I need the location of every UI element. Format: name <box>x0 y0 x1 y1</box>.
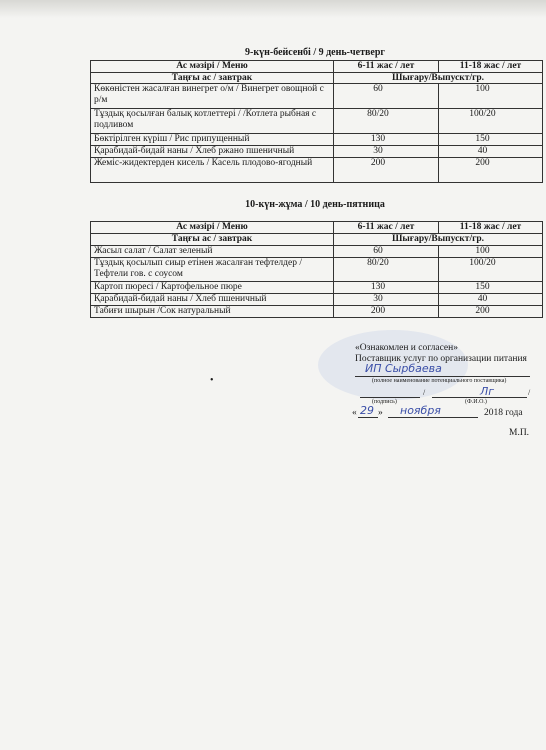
provider-name-line <box>355 376 530 377</box>
acknowledgement-heading: «Ознакомлен и согласен» <box>355 343 458 353</box>
age-6-11-header: 6-11 жас / лет <box>334 222 439 234</box>
dish-name: Тұздық қосылып сиыр етінен жасалған тефтелдер / Тефтели гов. с соусом <box>91 258 334 282</box>
scan-edge-shadow <box>0 0 546 18</box>
portion-6-11: 80/20 <box>367 258 389 268</box>
meal-header: Таңғы ас / завтрак <box>91 72 334 84</box>
dish-name: Жасыл салат / Салат зеленый <box>91 246 334 258</box>
fio-line <box>432 397 527 398</box>
portion-6-11: 200 <box>370 158 386 168</box>
dish-name: Жеміс-жидектерден кисель / Касель плодово-ягодный <box>91 158 334 183</box>
date-day-line <box>358 417 378 418</box>
table-header-row <box>91 61 543 73</box>
age-11-18-header: 11-18 жас / лет <box>439 61 543 73</box>
portion-6-11: 80/20 <box>367 109 389 119</box>
signature-line <box>360 397 420 398</box>
provider-name-caption: (полное наименование потенциального поставщика) <box>372 378 507 384</box>
stray-dot: • <box>210 375 214 386</box>
portion-11-18: 40 <box>477 294 488 304</box>
table-row <box>91 109 543 134</box>
menu-header: Ас мәзірі / Меню <box>91 61 334 73</box>
portion-6-11: 30 <box>373 146 383 156</box>
table-row <box>91 246 543 258</box>
handwritten-day: 29 <box>360 404 374 417</box>
seal-placeholder-mp: М.П. <box>509 428 530 438</box>
day10-title: 10-күн-жұма / 10 день-пятница <box>245 199 385 210</box>
day9-menu-table <box>90 60 543 183</box>
table-row <box>91 158 543 183</box>
date-quote-open: « <box>352 408 357 418</box>
date-quote-close: » <box>378 408 383 418</box>
portion-11-18: 200 <box>475 158 490 168</box>
unit-header: Шығару/Выпускт/гр. <box>334 72 543 84</box>
handwritten-signature: Лг <box>480 385 495 398</box>
handwritten-month: ноября <box>400 404 441 417</box>
dish-name: Бөктірілген күріш / Рис припущенный <box>91 134 334 146</box>
dish-name: Көкөністен жасалған винегрет о/м / Винегрет овощной с р/м <box>91 84 334 109</box>
date-month-line <box>388 417 478 418</box>
portion-6-11: 130 <box>370 134 386 144</box>
table-row <box>91 134 543 146</box>
day10-menu-table <box>90 221 543 318</box>
fio-caption: (Ф.И.О.) <box>465 399 487 405</box>
provider-label: Поставщик услуг по организации питания <box>355 354 527 364</box>
table-row <box>91 294 543 306</box>
portion-6-11: 60 <box>373 84 383 94</box>
table-subheader-row <box>91 234 543 246</box>
table-subheader-row <box>91 72 543 84</box>
portion-6-11: 200 <box>370 306 386 316</box>
menu-header: Ас мәзірі / Меню <box>91 222 334 234</box>
age-6-11-header: 6-11 жас / лет <box>334 61 439 73</box>
portion-11-18: 150 <box>475 134 490 144</box>
portion-11-18: 100/20 <box>469 109 496 119</box>
slash-separator: / <box>528 388 531 397</box>
portion-6-11: 60 <box>373 246 383 256</box>
portion-6-11: 30 <box>373 294 383 304</box>
portion-11-18: 200 <box>475 306 490 316</box>
slash-separator: / <box>423 388 426 397</box>
day9-title: 9-күн-бейсенбі / 9 день-четверг <box>245 47 385 58</box>
meal-header: Таңғы ас / завтрак <box>91 234 334 246</box>
handwritten-provider-name: ИП Сырбаева <box>365 362 442 375</box>
table-row <box>91 146 543 158</box>
portion-11-18: 150 <box>475 282 490 292</box>
portion-11-18: 100 <box>475 246 490 256</box>
table-row <box>91 84 543 109</box>
dish-name: Табиғи шырын /Сок натуральный <box>91 306 334 318</box>
table-row <box>91 282 543 294</box>
age-11-18-header: 11-18 жас / лет <box>439 222 543 234</box>
table-header-row <box>91 222 543 234</box>
signature-caption: (подпись) <box>372 399 397 405</box>
portion-11-18: 100/20 <box>469 258 496 268</box>
portion-11-18: 40 <box>477 146 488 156</box>
dish-name: Қарабидай-бидай наны / Хлеб ржано пшеничный <box>91 146 334 158</box>
portion-6-11: 130 <box>370 282 386 292</box>
date-year: 2018 года <box>484 408 523 418</box>
unit-header: Шығару/Выпускт/гр. <box>334 234 543 246</box>
dish-name: Қарабидай-бидай наны / Хлеб пшеничный <box>91 294 334 306</box>
dish-name: Тұздық қосылған балық котлеттері / /Котлета рыбная с подливом <box>91 109 334 134</box>
portion-11-18: 100 <box>475 84 490 94</box>
table-row <box>91 306 543 318</box>
table-row <box>91 258 543 282</box>
dish-name: Картоп пюресі / Картофельное пюре <box>91 282 334 294</box>
